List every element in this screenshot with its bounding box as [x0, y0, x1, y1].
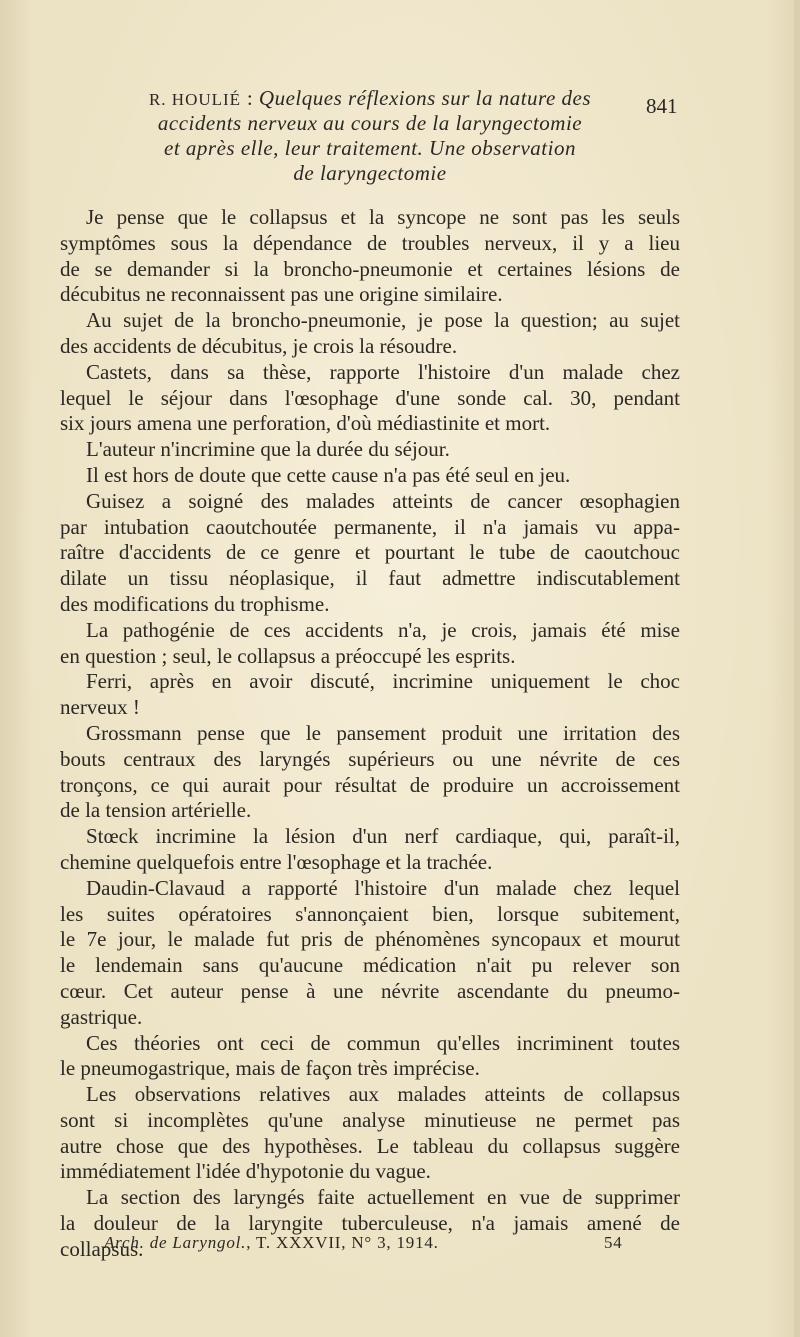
- text-line: gastrique.: [60, 1004, 143, 1029]
- header-title-1: Quelques réflexions sur la nature des: [258, 86, 592, 110]
- header-author: R. HOULIÉ: [148, 90, 242, 109]
- page-number: 841: [646, 94, 678, 118]
- text-line: des accidents de décubitus, je crois la résoudre.: [60, 333, 458, 358]
- text-line: cœur. Cet auteur pense à une névrite ascendante du pneumo-: [60, 978, 680, 1003]
- text-line: par intubation caoutchoutée permanente, il n'a jamais vu appa-: [60, 514, 680, 539]
- footer-journal: Arch. de Laryngol.: [104, 1233, 247, 1252]
- running-header: [60, 86, 680, 186]
- text-line: six jours amena une perforation, d'où médiastinite et mort.: [60, 411, 551, 436]
- text-line: Ferri, après en avoir discuté, incrimine uniquement le choc: [86, 669, 680, 694]
- text-line: Il est hors de doute que cette cause n'a pas été seul en jeu.: [86, 462, 571, 487]
- header-line-1: R. HOULIÉ : Quelques réflexions sur la nature des: [148, 86, 592, 110]
- text-line: les suites opératoires s'annonçaient bien, lorsque subitement,: [60, 901, 680, 926]
- text-line: le pneumogastrique, mais de façon très imprécise.: [60, 1056, 480, 1081]
- text-line: symptômes sous la dépendance de troubles nerveux, il y a lieu: [60, 230, 680, 255]
- text-line: Grossmann pense que le pansement produit une irritation des: [86, 720, 680, 745]
- text-line: des modifications du trophisme.: [60, 591, 330, 616]
- text-line: Castets, dans sa thèse, rapporte l'histoire d'un malade chez: [86, 359, 680, 384]
- text-line: en question ; seul, le collapsus a préoccupé les esprits.: [60, 643, 516, 668]
- text-line: la douleur de la laryngite tuberculeuse, n'a jamais amené de: [60, 1211, 680, 1236]
- text-line: raître d'accidents de ce genre et pourtant le tube de caoutchouc: [60, 540, 680, 565]
- header-title-4: de laryngectomie: [293, 161, 447, 185]
- text-line: Les observations relatives aux malades atteints de collapsus: [86, 1082, 680, 1107]
- text-line: de se demander si la broncho-pneumonie et certaines lésions de: [60, 256, 680, 281]
- header-line-4: [60, 161, 680, 186]
- text-line: tronçons, ce qui aurait pour résultat de produire un accroissement: [60, 772, 680, 797]
- text-line: le lendemain sans qu'aucune médication n'ait pu relever son: [60, 953, 680, 978]
- text-line: L'auteur n'incrimine que la durée du séjour.: [86, 437, 450, 462]
- text-line: Guisez a soigné des malades atteints de cancer œsophagien: [86, 488, 680, 513]
- text-line: immédiatement l'idée d'hypotonie du vague.: [60, 1159, 431, 1184]
- text-line: Stœck incrimine la lésion d'un nerf cardiaque, qui, paraît-il,: [86, 824, 680, 849]
- header-title-2: accidents nerveux au cours de la laryngectomie: [157, 111, 583, 135]
- text-line: lequel le séjour dans l'œsophage d'une sonde cal. 30, pendant: [60, 385, 680, 410]
- body-text: [60, 205, 680, 1263]
- text-line: collapsus.: [60, 1236, 144, 1261]
- text-line: Au sujet de la broncho-pneumonie, je pose la question; au sujet: [86, 308, 680, 333]
- header-line-2: [60, 111, 680, 136]
- text-line: décubitus ne reconnaissent pas une origine similaire.: [60, 282, 503, 307]
- text-line: sont si incomplètes qu'une analyse minutieuse ne permet pas: [60, 1107, 680, 1132]
- text-line: Je pense que le collapsus et la syncope ne sont pas les seuls: [86, 205, 680, 229]
- text-line: La section des laryngés faite actuellement en vue de supprimer: [86, 1185, 680, 1210]
- text-line: La pathogénie de ces accidents n'a, je crois, jamais été mise: [86, 617, 680, 642]
- text-line: nerveux !: [60, 695, 140, 720]
- text-line: de la tension artérielle.: [60, 798, 252, 823]
- text-line: le 7e jour, le malade fut pris de phénomènes syncopaux et mourut: [60, 927, 680, 952]
- text-line: bouts centraux des laryngés supérieurs ou une névrite de ces: [60, 746, 680, 771]
- footer-signature: 54: [604, 1233, 623, 1252]
- page-footer: [104, 1231, 634, 1255]
- header-title-3: et après elle, leur traitement. Une observation: [164, 136, 576, 160]
- footer-citation: [104, 1233, 439, 1252]
- scan-edge: [794, 0, 800, 1337]
- text-line: dilate un tissu néoplasique, il faut admettre indiscutablement: [60, 566, 680, 591]
- text-line: Ces théories ont ceci de commun qu'elles incriminent toutes: [86, 1030, 680, 1055]
- footer-volume: , T. XXXVII, N° 3, 1914.: [246, 1233, 439, 1252]
- text-line: Daudin-Clavaud a rapporté l'histoire d'un malade chez lequel: [86, 875, 680, 900]
- text-line: chemine quelquefois entre l'œsophage et la trachée.: [60, 849, 493, 874]
- header-line-3: [60, 136, 680, 161]
- text-line: autre chose que des hypothèses. Le tableau du collapsus suggère: [60, 1133, 680, 1158]
